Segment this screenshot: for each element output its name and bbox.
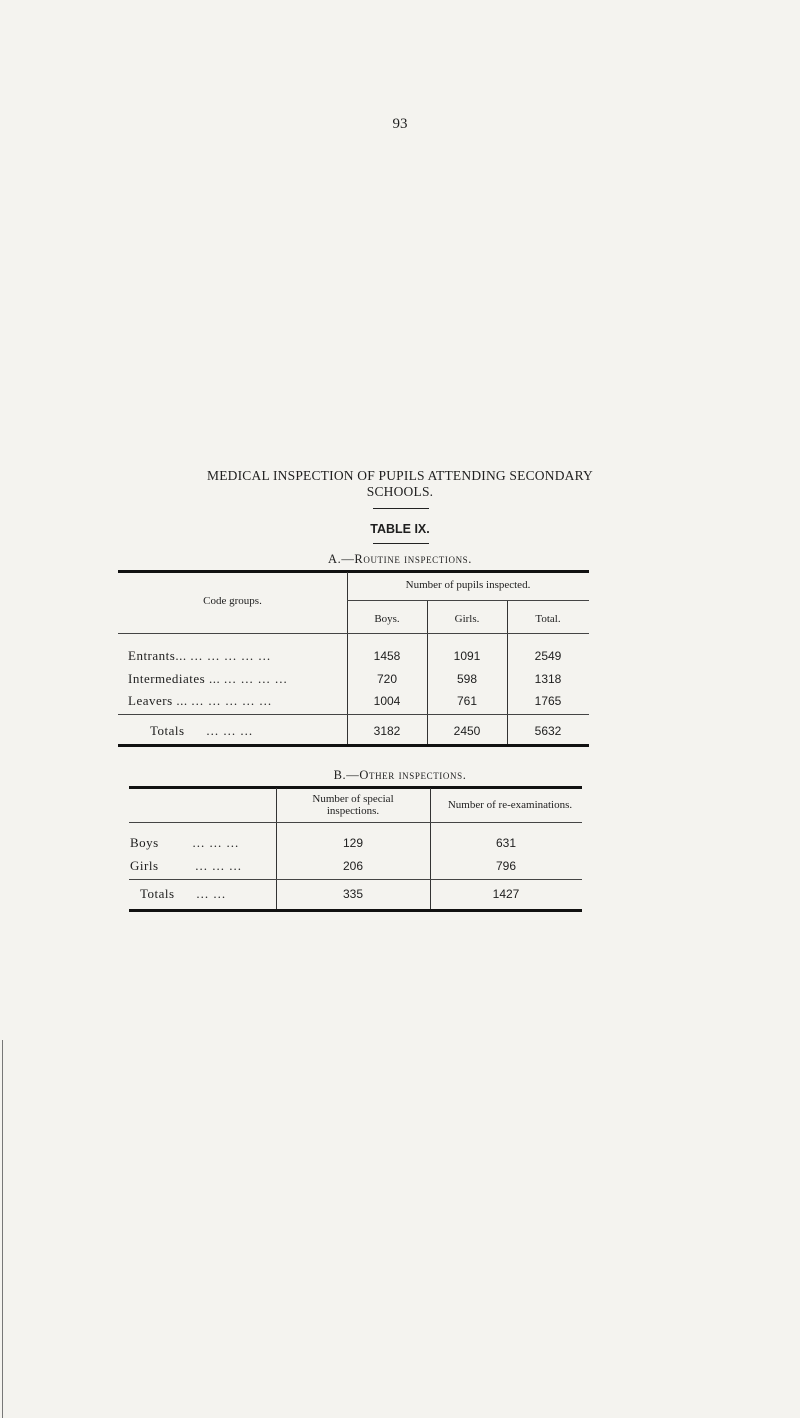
document-title-line-2: SCHOOLS. bbox=[366, 484, 434, 499]
cell-special: 206 bbox=[342, 859, 364, 873]
totals-label: Totals bbox=[150, 723, 185, 738]
cell-girls: 761 bbox=[456, 694, 478, 708]
header-number-inspected: Number of pupils inspected. bbox=[405, 579, 531, 591]
leader-dots: ... ... ... ... ... bbox=[190, 648, 272, 663]
page-number: 93 bbox=[392, 116, 408, 132]
table-b-top-rule bbox=[129, 786, 582, 789]
leader-dots: ... ... bbox=[196, 886, 227, 901]
header-boys: Boys. bbox=[374, 613, 400, 625]
cell-girls: 1091 bbox=[453, 649, 481, 663]
cell-special: 129 bbox=[342, 836, 364, 850]
table-title: TABLE IX. bbox=[370, 522, 430, 536]
cell-total: 1318 bbox=[534, 672, 562, 686]
row-label: Girls bbox=[130, 858, 159, 873]
leader-dots: ... ... ... ... bbox=[224, 671, 288, 686]
cell-reexam: 796 bbox=[495, 859, 517, 873]
header-re-examinations: Number of re-examinations. bbox=[447, 799, 573, 811]
table-title-divider bbox=[373, 543, 429, 544]
cell-total: 1765 bbox=[534, 694, 562, 708]
total-girls: 2450 bbox=[453, 724, 481, 738]
table-b-header-rule bbox=[129, 822, 582, 823]
header-special-inspections bbox=[276, 793, 430, 817]
table-a-header-rule bbox=[118, 633, 589, 634]
totals-label: Totals bbox=[140, 886, 175, 901]
cell-boys: 720 bbox=[376, 672, 398, 686]
table-a-subheader-rule bbox=[347, 600, 589, 601]
row-label: Boys bbox=[130, 835, 159, 850]
table-b-bottom-rule bbox=[129, 909, 582, 912]
total-boys: 3182 bbox=[373, 724, 401, 738]
header-total: Total. bbox=[535, 613, 561, 625]
leader-dots: ... ... ... ... ... bbox=[191, 693, 273, 708]
row-label: Entrants... bbox=[128, 648, 187, 663]
table-a-totals-rule bbox=[118, 714, 589, 715]
document-title-line-1: MEDICAL INSPECTION OF PUPILS ATTENDING SECONDARY bbox=[207, 468, 593, 483]
cell-boys: 1458 bbox=[373, 649, 401, 663]
leader-dots: ... ... ... bbox=[206, 723, 254, 738]
section-a-title: A.—Routine inspections. bbox=[327, 552, 473, 566]
section-b-title: B.—Other inspections. bbox=[333, 768, 467, 782]
cell-total: 2549 bbox=[534, 649, 562, 663]
cell-boys: 1004 bbox=[373, 694, 401, 708]
total-reexam: 1427 bbox=[492, 887, 520, 901]
row-label: Leavers ... bbox=[128, 693, 188, 708]
header-girls: Girls. bbox=[454, 613, 480, 625]
header-special-line-1: Number of special bbox=[312, 793, 394, 805]
table-a-bottom-rule bbox=[118, 744, 589, 747]
page-edge-line bbox=[2, 1040, 3, 1418]
header-code-groups: Code groups. bbox=[203, 595, 262, 607]
cell-reexam: 631 bbox=[495, 836, 517, 850]
document-title bbox=[110, 468, 690, 500]
row-label: Intermediates ... bbox=[128, 671, 221, 686]
title-divider bbox=[373, 508, 429, 509]
leader-dots: ... ... ... bbox=[192, 835, 240, 850]
total-total: 5632 bbox=[534, 724, 562, 738]
leader-dots: ... ... ... bbox=[195, 858, 242, 873]
table-a-top-rule bbox=[118, 570, 589, 573]
total-special: 335 bbox=[342, 887, 364, 901]
table-b-totals-rule bbox=[129, 879, 582, 880]
cell-girls: 598 bbox=[456, 672, 478, 686]
header-special-line-2: inspections. bbox=[326, 805, 380, 817]
